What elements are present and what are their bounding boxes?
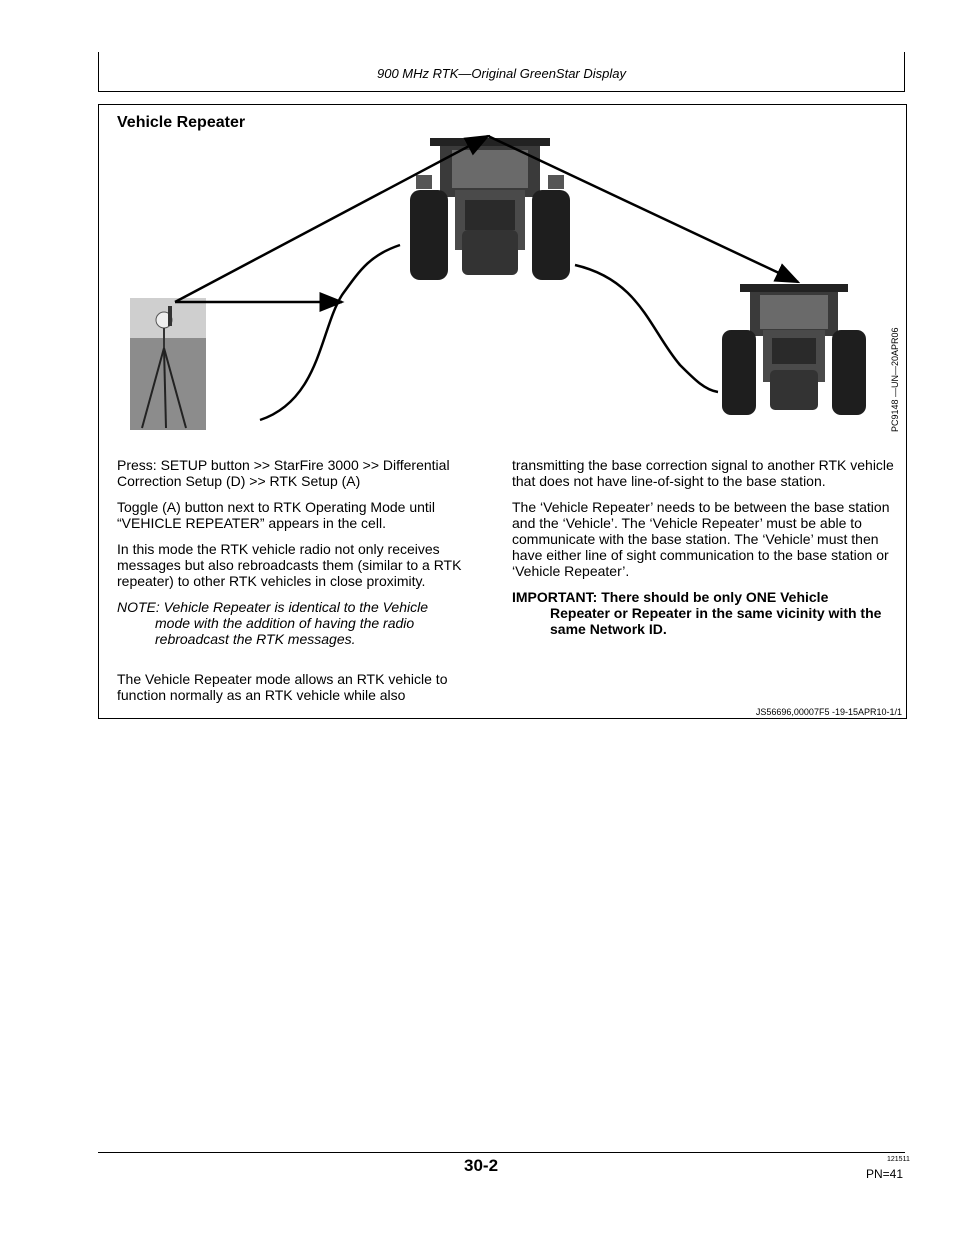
important-label: IMPORTANT: bbox=[512, 589, 598, 605]
paragraph: The Vehicle Repeater mode allows an RTK vehicle to function normally as an RTK vehicle while also bbox=[117, 671, 448, 703]
paragraph: transmitting the base correction signal to another RTK vehicle that does not have line-of-sight to the base station. bbox=[512, 457, 894, 489]
signal-curve-right bbox=[575, 265, 718, 392]
vehicle-repeater-figure bbox=[120, 130, 900, 440]
important-block bbox=[512, 589, 894, 637]
document-reference: JS56696,00007F5 -19-15APR10-1/1 bbox=[755, 707, 902, 717]
paragraph: In this mode the RTK vehicle radio not only receives messages but also rebroadcasts them (similar to a RTK repeater) to other RTK vehicles in close proximity. bbox=[117, 541, 462, 589]
figure-code: PC9148 —UN—20APR06 bbox=[890, 327, 900, 432]
paragraph: Toggle (A) button next to RTK Operating Mode until “VEHICLE REPEATER” appears in the cell. bbox=[117, 499, 436, 531]
note-text-first: Vehicle Repeater is identical to the Vehicle bbox=[163, 599, 429, 615]
base-station-image bbox=[130, 298, 206, 430]
paragraph: The ‘Vehicle Repeater’ needs to be between the base station and the ‘Vehicle’. The ‘Vehicle Repeater’ must be able to communicate with the base station. The ‘Vehicle’ must then have either line of sight communication to the base station or ‘Vehicle Repeater’. bbox=[512, 499, 890, 579]
footer-code: 121511 bbox=[887, 1156, 910, 1163]
important-text-rest: Repeater or Repeater in the same vicinity with the same Network ID. bbox=[550, 605, 882, 637]
paragraph: Press: SETUP button >> StarFire 3000 >> Differential Correction Setup (D) >> RTK Setup (A) bbox=[117, 457, 450, 489]
pn-label: PN=41 bbox=[866, 1167, 904, 1181]
note-label: NOTE: bbox=[117, 599, 160, 615]
page-header-title: 900 MHz RTK—Original GreenStar Display bbox=[376, 66, 626, 81]
note-block bbox=[117, 599, 489, 647]
right-column bbox=[512, 457, 894, 647]
footer-divider bbox=[98, 1152, 905, 1153]
left-column bbox=[117, 457, 489, 713]
section-title: Vehicle Repeater bbox=[117, 114, 246, 131]
header-divider bbox=[98, 91, 905, 92]
important-text-first: There should be only ONE Vehicle bbox=[601, 589, 829, 605]
signal-curve-left bbox=[260, 245, 400, 420]
vehicle-repeater-tractor-image bbox=[410, 138, 570, 280]
page-number: 30-2 bbox=[464, 1156, 499, 1175]
note-text-rest: mode with the addition of having the radio rebroadcast the RTK messages. bbox=[155, 615, 415, 647]
vehicle-tractor-image bbox=[722, 284, 866, 415]
